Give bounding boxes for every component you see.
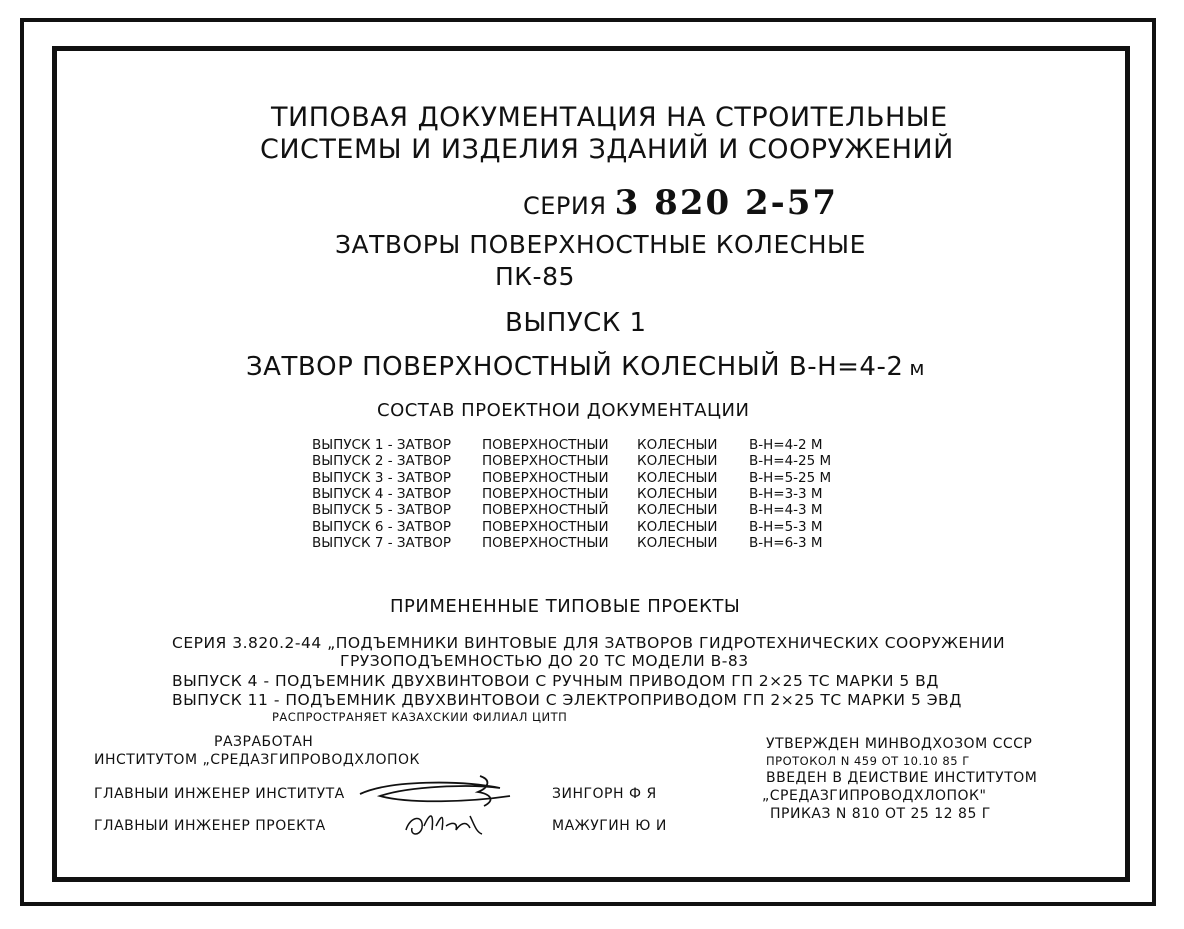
- issue-title: [246, 352, 925, 382]
- issue-title-main: ЗАТВОР ПОВЕРХНОСТНЫЙ КОЛЕСНЫЙ В-Н=4-2: [246, 352, 904, 382]
- contents-item-w2: КОЛЕСНЫИ: [637, 518, 718, 535]
- contents-item-size: В-Н=4-2 М: [749, 437, 823, 453]
- applied-line-2: ГРУЗОПОДЪЕМНОСТЬЮ ДО 20 ТС МОДЕЛИ В-83: [340, 652, 749, 670]
- contents-item-w1: ПОВЕРХНОСТНЫИ: [482, 437, 609, 453]
- product-line-2: ПК-85: [495, 262, 575, 291]
- contents-item-w1: ПОВЕРХНОСТНЫЙ: [482, 502, 609, 519]
- contents-item-w2: КОЛЕСНЫИ: [637, 534, 718, 551]
- applied-line-4: ВЫПУСК 11 - ПОДЪЕМНИК ДВУХВИНТОВОИ С ЭЛЕКТРОПРИВОДОМ ГП 2×25 ТС МАРКИ 5 ЭВД: [172, 691, 962, 709]
- chief-engineer-institute-name: ЗИНГОРН Ф Я: [552, 786, 657, 802]
- header-line-1: ТИПОВАЯ ДОКУМЕНТАЦИЯ НА СТРОИТЕЛЬНЫЕ: [271, 102, 948, 133]
- contents-item-w2: КОЛЕСНЫИ: [637, 485, 718, 502]
- contents-item-size: В-Н=6-3 М: [749, 534, 823, 551]
- product-line-1: ЗАТВОРЫ ПОВЕРХНОСТНЫЕ КОЛЕСНЫЕ: [335, 230, 866, 259]
- series-label: СЕРИЯ: [523, 192, 607, 220]
- approval-line-3: ВВЕДЕН В ДЕИСТВИЕ ИНСТИТУТОМ: [766, 770, 1038, 786]
- contents-item-size: В-Н=3-3 М: [749, 485, 823, 502]
- contents-item-issue: ВЫПУСК 7 - ЗАТВОР: [312, 534, 452, 551]
- approval-line-5: ПРИКАЗ N 810 ОТ 25 12 85 Г: [770, 806, 991, 822]
- contents-item-w2: КОЛЕСНЫИ: [637, 453, 718, 470]
- contents-item-issue: ВЫПУСК 2 - ЗАТВОР: [312, 453, 452, 470]
- approval-line-4: „СРЕДАЗГИПРОВОДХЛОПОК": [762, 788, 987, 804]
- approval-line-1: УТВЕРЖДЕН МИНВОДХОЗОМ СССР: [766, 736, 1033, 752]
- contents-item-size: В-Н=5-3 М: [749, 518, 823, 535]
- contents-item-w1: ПОВЕРХНОСТНЫИ: [482, 469, 609, 486]
- contents-item-issue: ВЫПУСК 5 - ЗАТВОР: [312, 502, 452, 519]
- developer-institute: ИНСТИТУТОМ „СРЕДАЗГИПРОВОДХЛОПОК: [94, 752, 420, 768]
- contents-item-issue: ВЫПУСК 4 - ЗАТВОР: [312, 485, 452, 502]
- signature-chief-engineer-institute: [350, 770, 520, 810]
- header-line-2: СИСТЕМЫ И ИЗДЕЛИЯ ЗДАНИЙ И СООРУЖЕНИЙ: [260, 134, 954, 165]
- contents-item-issue: ВЫПУСК 3 - ЗАТВОР: [312, 469, 452, 486]
- contents-item-issue: ВЫПУСК 6 - ЗАТВОР: [312, 518, 452, 535]
- chief-engineer-project-name: МАЖУГИН Ю И: [552, 818, 667, 834]
- contents-item-size: В-Н=4-3 М: [749, 502, 823, 519]
- developer-label: РАЗРАБОТАН: [214, 734, 314, 750]
- approval-line-2: ПРОТОКОЛ N 459 ОТ 10.10 85 Г: [766, 754, 970, 768]
- contents-item-size: В-Н=5-25 М: [749, 469, 832, 486]
- contents-item-issue: ВЫПУСК 1 - ЗАТВОР: [312, 437, 452, 453]
- applied-line-5: РАСПРОСТРАНЯЕТ КАЗАХСКИИ ФИЛИАЛ ЦИТП: [272, 710, 568, 724]
- issue-label: ВЫПУСК 1: [505, 308, 647, 338]
- contents-item-w1: ПОВЕРХНОСТНЫИ: [482, 518, 609, 535]
- contents-item-w2: КОЛЕСНЫИ: [637, 469, 718, 486]
- issue-title-unit: м: [909, 356, 925, 380]
- chief-engineer-project-label: ГЛАВНЫИ ИНЖЕНЕР ПРОЕКТА: [94, 818, 326, 834]
- signature-chief-engineer-project: [400, 808, 490, 842]
- series-line: [523, 183, 838, 223]
- contents-item-w1: ПОВЕРХНОСТНЫИ: [482, 485, 609, 502]
- contents-item-w1: ПОВЕРХНОСТНЫИ: [482, 534, 609, 551]
- applied-line-1: СЕРИЯ 3.820.2-44 „ПОДЪЕМНИКИ ВИНТОВЫЕ ДЛЯ ЗАТВОРОВ ГИДРОТЕХНИЧЕСКИХ СООРУЖЕНИИ: [172, 634, 1006, 652]
- chief-engineer-institute-label: ГЛАВНЫИ ИНЖЕНЕР ИНСТИТУТА: [94, 786, 345, 802]
- applied-heading: ПРИМЕНЕННЫЕ ТИПОВЫЕ ПРОЕКТЫ: [390, 596, 741, 617]
- contents-item-size: В-Н=4-25 М: [749, 453, 832, 470]
- contents-item-w1: ПОВЕРХНОСТНЫИ: [482, 453, 609, 470]
- contents-heading: СОСТАВ ПРОЕКТНОИ ДОКУМЕНТАЦИИ: [377, 400, 750, 421]
- series-number: 3 820 2-57: [614, 183, 839, 223]
- contents-item-w2: КОЛЕСНЫИ: [637, 502, 718, 519]
- applied-line-3: ВЫПУСК 4 - ПОДЪЕМНИК ДВУХВИНТОВОИ С РУЧНЫМ ПРИВОДОМ ГП 2×25 ТС МАРКИ 5 ВД: [172, 672, 939, 690]
- contents-item-w2: КОЛЕСНЫИ: [637, 437, 718, 453]
